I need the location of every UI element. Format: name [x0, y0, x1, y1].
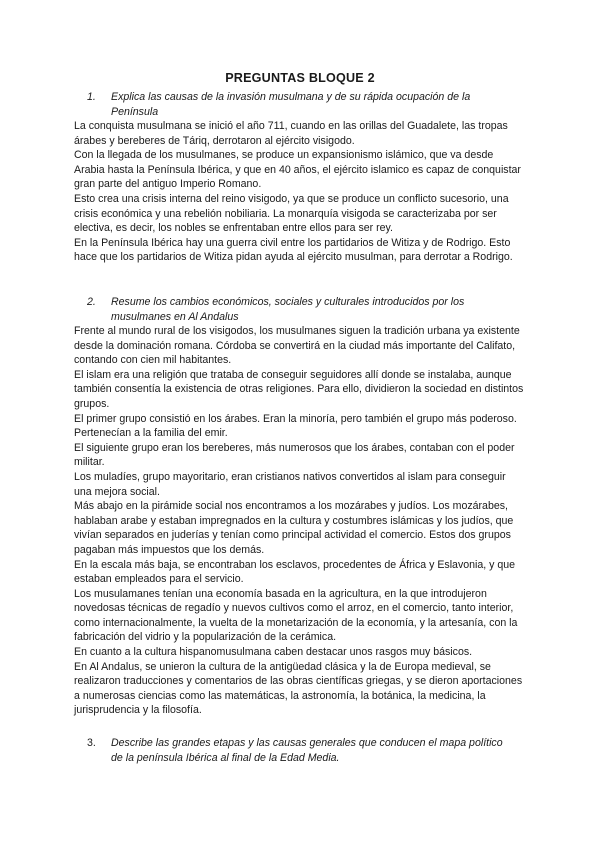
answer-paragraph: En la escala más baja, se encontraban los esclavos, procedentes de África y Eslavonia, y que estaban empleados para el servicio. — [74, 558, 516, 586]
question-1-heading — [87, 90, 507, 119]
answer-paragraph: El primer grupo consistió en los árabes. Eran la minoría, pero también el grupo más poderoso. Pertenecían a la familia del emir. — [74, 412, 517, 440]
answer-paragraph: La conquista musulmana se inició el año 711, cuando en las orillas del Guadalete, las tropas árabes y bereberes de Táriq, derrotaron al ejército visigodo. — [74, 120, 508, 147]
question-3-heading — [87, 736, 507, 765]
question-2-heading — [87, 295, 507, 324]
answer-paragraph: Los muladíes, grupo mayoritario, eran cristianos nativos convertidos al islam para conseguir una mejora social. — [74, 470, 506, 498]
answer-paragraph: En la Península Ibérica hay una guerra civil entre los partidarios de Witiza y de Rodrigo. Esto hace que los partidarios de Witiza pidan ayuda al ejército musulman, para derrotar a Rodrigo. — [74, 236, 513, 264]
answer-paragraph: En cuanto a la cultura hispanomusulmana caben destacar unos rasgos muy básicos. — [74, 646, 473, 659]
question-3-text: Describe las grandes etapas y las causas generales que conducen el mapa político de la península Ibérica al final de la Edad Media. — [111, 737, 503, 764]
answer-paragraph: En Al Andalus, se unieron la cultura de la antigüedad clásica y la de Europa medieval, se realizaron traducciones y comentarios de las obras científicas griegas, y se dieron aportaciones a numerosas ciencias como las matemáticas, la astronomía, la botánica, la medicina, la jurisprudencia y la filosofía. — [74, 660, 523, 717]
answer-paragraph: El siguiente grupo eran los bereberes, más numerosos que los árabes, contaban con el poder militar. — [74, 441, 515, 469]
question-2-text: Resume los cambios económicos, sociales y culturales introducidos por los musulmanes en Al Andalus — [111, 296, 465, 323]
answer-paragraph: El islam era una religión que trataba de conseguir seguidores allí donde se instalaba, aunque también consentía la existencia de otras religiones. Para ello, dividieron la sociedad en distintos grupos. — [74, 368, 524, 410]
question-1-text: Explica las causas de la invasión musulmana y de su rápida ocupación de la Península — [111, 91, 471, 118]
answer-paragraph: Los musulamanes tenían una economía basada en la agricultura, en la que introdujeron novedosas técnicas de regadío y nuevos cultivos como el arroz, en el comercio, tanto interior, como internacionalmente, la vuelta de la monetarización de la economía, y la artesanía, con la fabricación del vidrio y la popularización de la cerámica. — [74, 587, 518, 644]
question-3-number: 3. — [87, 737, 96, 749]
page-title: PREGUNTAS BLOQUE 2 — [225, 71, 375, 85]
answer-paragraph: Más abajo en la pirámide social nos encontramos a los mozárabes y judíos. Los mozárabes, hablaban arabe y estaban impregnados en la cultura y costumbres islámicas y los judíos, que vivían separados en juderías y tenían como principal actividad el comercio. Estos dos grupos pagaban más impuestos que los demás. — [74, 500, 514, 556]
answer-paragraph: Frente al mundo rural de los visigodos, los musulmanes siguen la tradición urbana ya existente desde la dominación romana. Córdoba se convertirá en la ciudad más importante del Califato, contando con cien mil habitantes. — [74, 325, 520, 367]
answer-paragraph: Esto crea una crisis interna del reino visigodo, ya que se produce un conflicto sucesorio, una crisis económica y una rebelión nobiliaria. La monarquía visigoda se caracterizaba por ser electiva, es decir, los nobles se enfrentaban entre ellos para ser rey. — [74, 192, 509, 235]
question-1-answer — [74, 119, 526, 265]
question-1-number: 1. — [87, 91, 96, 103]
question-2-answer — [74, 324, 526, 718]
answer-paragraph: Con la llegada de los musulmanes, se produce un expansionismo islámico, que va desde Arabia hasta la Península Ibérica, y que en 40 años, el ejército islamico es capaz de conquistar gran parte del antiguo Imperio Romano. — [74, 149, 521, 191]
question-2-number: 2. — [87, 296, 96, 308]
